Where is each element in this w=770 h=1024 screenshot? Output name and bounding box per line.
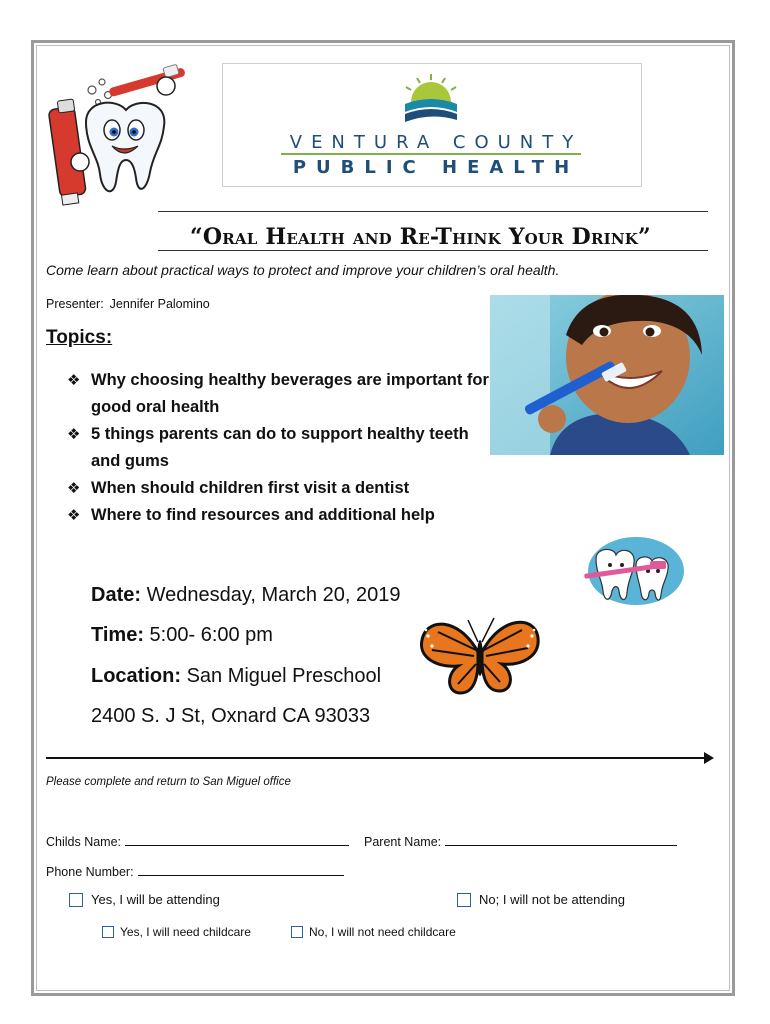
intro-text: Come learn about practical ways to protect and improve your children’s oral health. — [46, 262, 560, 278]
two-teeth-icon — [584, 535, 684, 607]
date-label: Date: — [91, 584, 142, 606]
phone-number-input[interactable] — [138, 863, 344, 876]
list-item — [67, 367, 497, 421]
return-note: Please complete and return to San Miguel office — [46, 776, 291, 788]
yes-childcare-checkbox[interactable] — [102, 926, 114, 938]
title-rule-top — [158, 211, 708, 212]
arrow-head-icon — [704, 752, 714, 764]
event-time — [91, 624, 273, 647]
childs-name-field — [46, 833, 349, 849]
list-item — [67, 502, 497, 529]
tooth-mascot-icon — [46, 60, 196, 210]
sun-emblem-icon — [397, 72, 465, 124]
topic-text: 5 things parents can do to support healthy teeth and gums — [91, 425, 469, 470]
event-address: 2400 S. J St, Oxnard CA 93033 — [91, 705, 371, 727]
presenter-line — [46, 297, 210, 311]
org-name-line2: PUBLIC HEALTH — [292, 157, 580, 178]
yes-attending-label: Yes, I will be attending — [91, 892, 220, 907]
boy-brushing-photo — [490, 295, 724, 455]
yes-childcare-label: Yes, I will need childcare — [120, 925, 251, 939]
yes-childcare-option[interactable] — [102, 925, 251, 939]
diamond-bullet-icon: ❖ — [67, 426, 81, 443]
logo-divider — [281, 153, 581, 155]
presenter-name: Jennifer Palomino — [109, 297, 210, 311]
yes-attending-option[interactable] — [69, 892, 220, 907]
title-rule-bottom — [158, 250, 708, 251]
topic-text: When should children first visit a dentist — [91, 479, 410, 497]
no-attending-label: No; I will not be attending — [479, 892, 625, 907]
list-item — [67, 421, 497, 475]
no-childcare-option[interactable] — [291, 925, 456, 939]
diamond-bullet-icon: ❖ — [67, 372, 81, 389]
diamond-bullet-icon: ❖ — [67, 507, 81, 524]
no-childcare-label: No, I will not need childcare — [309, 925, 456, 939]
diamond-bullet-icon: ❖ — [67, 480, 81, 497]
yes-attending-checkbox[interactable] — [69, 893, 83, 907]
topic-text: Why choosing healthy beverages are important for good oral health — [91, 371, 489, 416]
section-divider — [46, 757, 708, 759]
location-label: Location: — [91, 665, 181, 687]
time-value: 5:00- 6:00 pm — [149, 624, 273, 646]
presenter-label: Presenter: — [46, 297, 104, 311]
topics-heading: Topics: — [46, 327, 113, 348]
parent-name-input[interactable] — [445, 833, 677, 846]
location-value: San Miguel Preschool — [186, 665, 382, 687]
topics-list — [67, 367, 497, 529]
date-value: Wednesday, March 20, 2019 — [146, 584, 401, 606]
topic-text: Where to find resources and additional help — [91, 506, 435, 524]
event-date — [91, 584, 400, 607]
time-label: Time: — [91, 624, 144, 646]
parent-name-label: Parent Name: — [364, 835, 442, 849]
event-location — [91, 665, 381, 688]
childs-name-label: Childs Name: — [46, 835, 122, 849]
list-item — [67, 475, 497, 502]
phone-number-field — [46, 863, 344, 879]
no-attending-checkbox[interactable] — [457, 893, 471, 907]
phone-label: Phone Number: — [46, 865, 134, 879]
butterfly-icon — [418, 606, 542, 702]
parent-name-field — [364, 833, 677, 849]
no-childcare-checkbox[interactable] — [291, 926, 303, 938]
no-attending-option[interactable] — [457, 892, 625, 907]
childs-name-input[interactable] — [125, 833, 349, 846]
ventura-county-logo — [222, 63, 642, 187]
org-name-line1: VENTURA COUNTY — [289, 132, 583, 153]
page-title: “Oral Health and Re-Think Your Drink” — [190, 224, 651, 250]
